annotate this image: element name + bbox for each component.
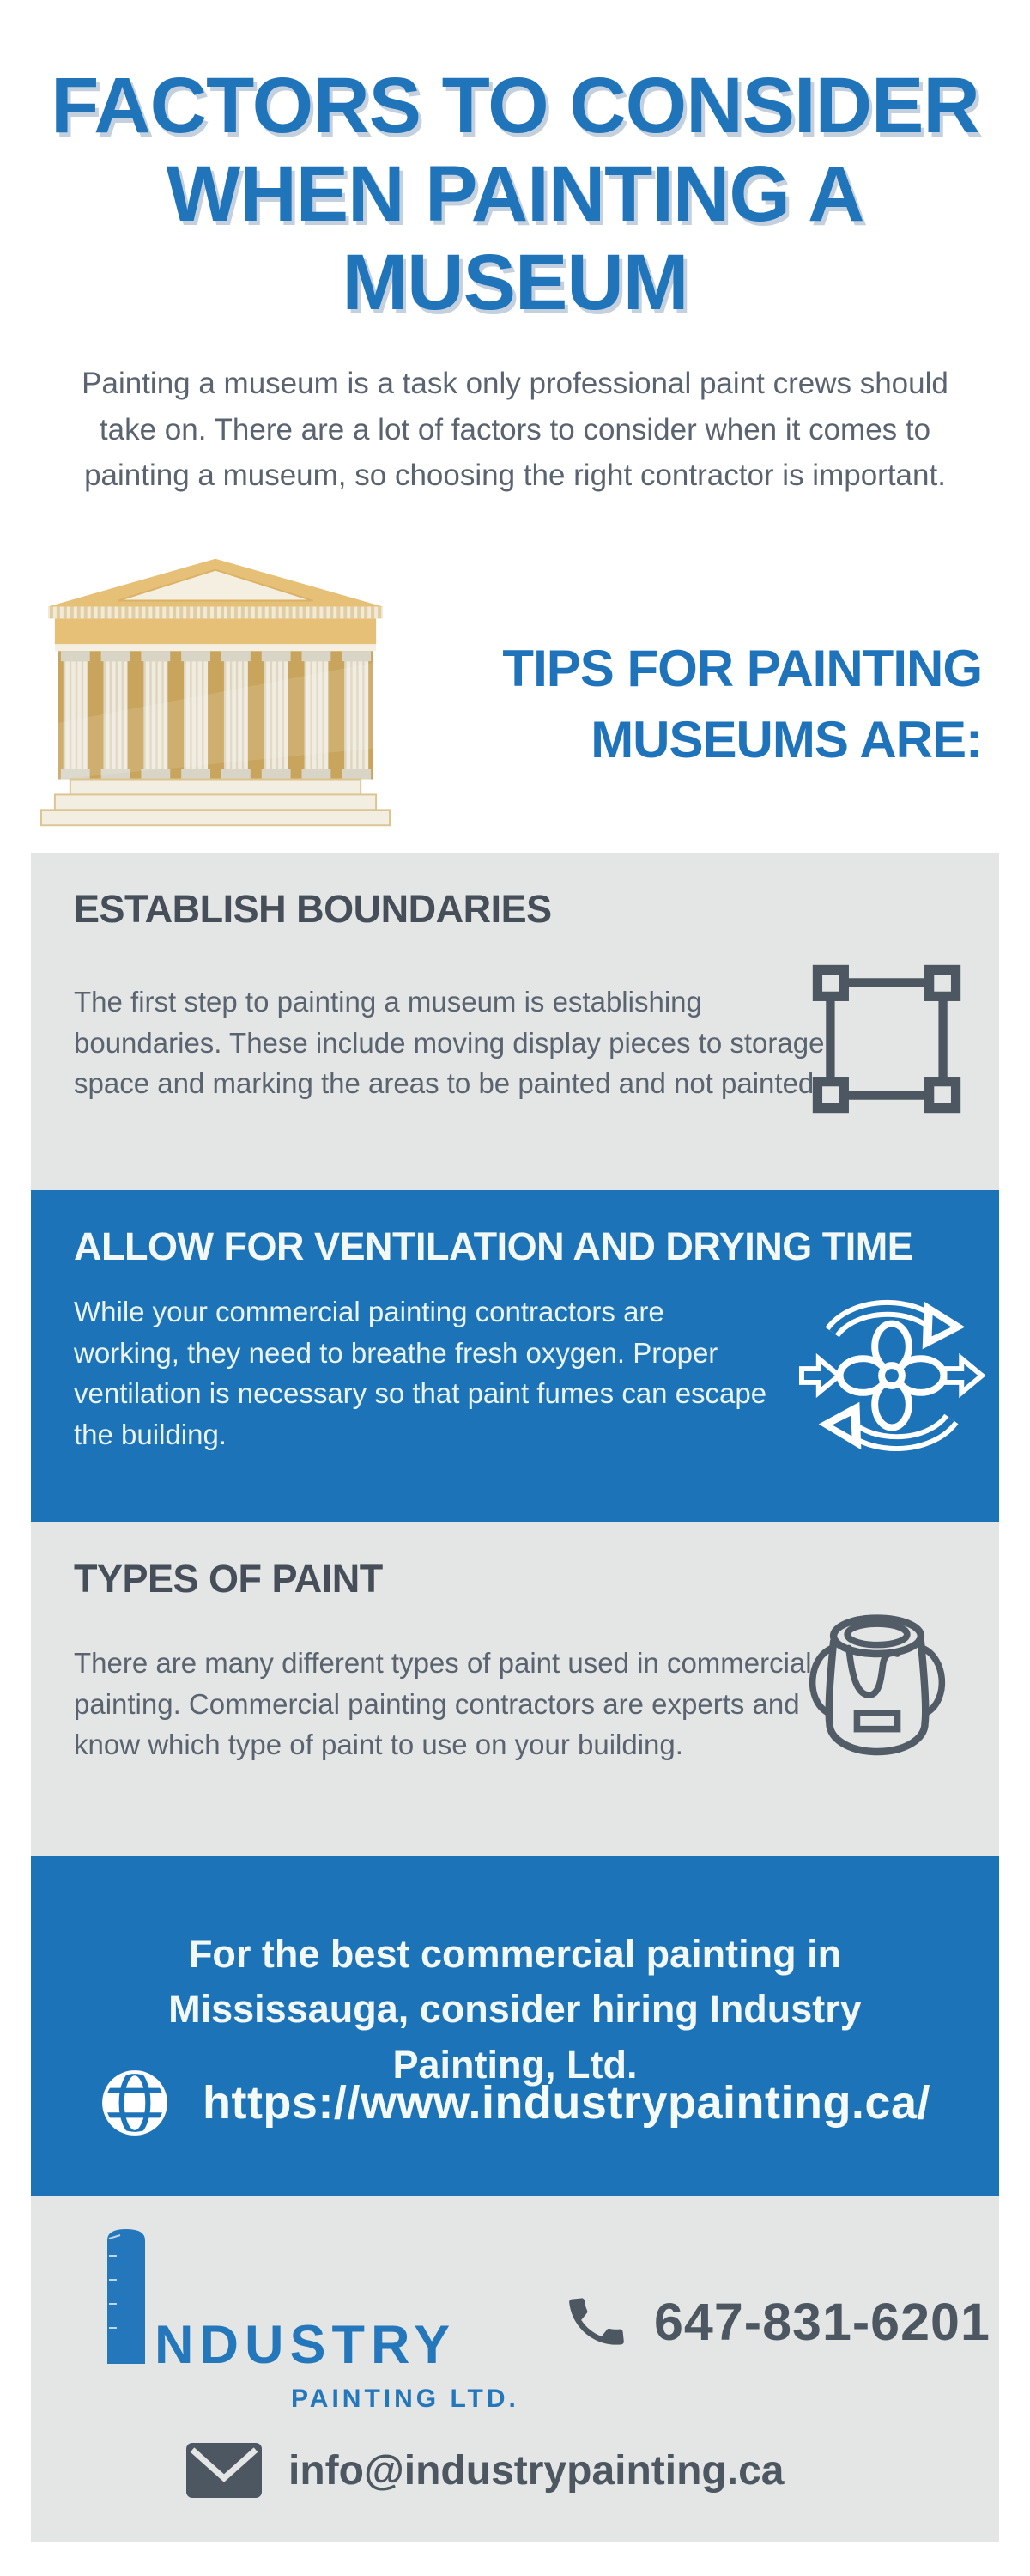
- page-title-line: MUSEUM: [342, 239, 688, 327]
- tips-heading-line: TIPS FOR PAINTING: [502, 640, 982, 697]
- website-url[interactable]: https://www.industrypainting.ca/: [202, 2077, 931, 2129]
- section-body: While your commercial painting contractors are working, they need to breathe fresh oxygen. Proper ventilation is necessary so that paint fumes can escape the building.: [74, 1296, 767, 1450]
- tips-heading: [502, 634, 982, 776]
- intro-paragraph: Painting a museum is a task only professional paint crews should take on. There are a lot of factors to consider when it comes to painting a museum, so choosing the right contractor is important.: [82, 367, 948, 493]
- section-heading: TYPES OF PAINT: [74, 1557, 383, 1601]
- section-cta: [31, 1856, 999, 2196]
- footer: [31, 2196, 999, 2542]
- globe-icon: [100, 2068, 170, 2138]
- page-title-line: WHEN PAINTING A: [166, 150, 864, 239]
- section-types-of-paint: [31, 1522, 999, 1856]
- website-link-row[interactable]: [31, 2064, 999, 2142]
- brand-subtitle: PAINTING LTD.: [291, 2385, 519, 2413]
- section-body: The first step to painting a museum is establishing boundaries. These include moving display pieces to storage space and marking the areas to be painted and not painted.: [74, 986, 825, 1100]
- museum-building-illustration: [36, 551, 395, 835]
- page-title: [0, 62, 1030, 327]
- envelope-icon: [185, 2441, 263, 2500]
- section-heading: ALLOW FOR VENTILATION AND DRYING TIME: [74, 1224, 913, 1268]
- phone-number[interactable]: 647-831-6201: [654, 2293, 991, 2351]
- email-address[interactable]: info@industrypainting.ca: [288, 2447, 785, 2494]
- selection-frame-icon: [810, 963, 963, 1115]
- fan-icon: [798, 1273, 985, 1477]
- phone-icon: [563, 2288, 630, 2355]
- content-sections: [31, 853, 999, 2542]
- phone-row[interactable]: [563, 2288, 991, 2355]
- section-establish-boundaries: [31, 853, 999, 1190]
- tips-heading-line: MUSEUMS ARE:: [591, 710, 982, 769]
- section-body: There are many different types of paint used in commercial painting. Commercial painting contractors are experts and know which type of paint to use on your building.: [74, 1647, 812, 1761]
- brand-name: NDUSTRY: [154, 2315, 457, 2375]
- page-title-line: FACTORS TO CONSIDER: [51, 62, 979, 149]
- section-ventilation-drying: [31, 1190, 999, 1522]
- tower-logo-icon: [103, 2227, 149, 2366]
- industry-painting-logo: [72, 2223, 553, 2438]
- section-heading: ESTABLISH BOUNDARIES: [74, 887, 552, 931]
- cta-text: For the best commercial painting in Mississauga, consider hiring Industry Painting, Ltd.: [168, 1932, 862, 2087]
- email-row[interactable]: [185, 2441, 784, 2500]
- paint-bucket-icon: [791, 1598, 963, 1780]
